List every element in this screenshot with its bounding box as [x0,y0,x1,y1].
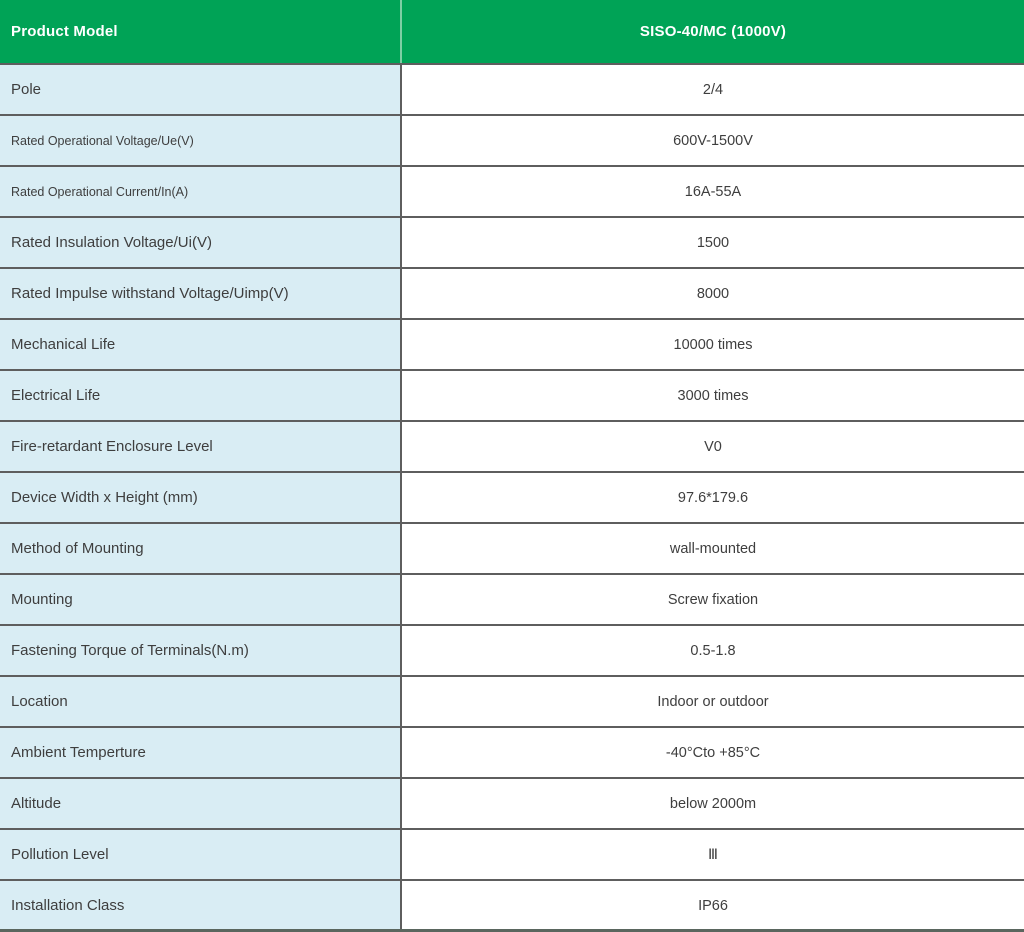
spec-label: Installation Class [0,881,402,930]
spec-label: Pollution Level [0,830,402,879]
spec-label: Fastening Torque of Terminals(N.m) [0,626,402,675]
table-row [0,522,1024,573]
spec-value: wall-mounted [402,524,1024,573]
spec-label: Mechanical Life [0,320,402,369]
spec-value: 0.5-1.8 [402,626,1024,675]
spec-value: 16A-55A [402,167,1024,216]
table-row [0,369,1024,420]
spec-label: Electrical Life [0,371,402,420]
spec-label: Rated Insulation Voltage/Ui(V) [0,218,402,267]
table-row [0,573,1024,624]
spec-label: Rated Impulse withstand Voltage/Uimp(V) [0,269,402,318]
table-body [0,63,1024,930]
spec-label: Rated Operational Voltage/Ue(V) [0,116,402,165]
spec-label: Device Width x Height (mm) [0,473,402,522]
spec-value: V0 [402,422,1024,471]
table-row [0,420,1024,471]
table-row [0,828,1024,879]
spec-value: Screw fixation [402,575,1024,624]
spec-value: below 2000m [402,779,1024,828]
spec-label: Mounting [0,575,402,624]
header-model-name: SISO-40/MC (1000V) [639,23,787,40]
table-row [0,879,1024,930]
spec-label: Rated Operational Current/In(A) [0,167,402,216]
table-row [0,726,1024,777]
spec-value: 1500 [402,218,1024,267]
table-row [0,777,1024,828]
table-row [0,675,1024,726]
table-row [0,624,1024,675]
spec-value: 3000 times [402,371,1024,420]
spec-value: 97.6*179.6 [402,473,1024,522]
spec-value: -40°Cto +85°C [402,728,1024,777]
header-product-model: Product Model [0,0,402,63]
table-row [0,318,1024,369]
spec-label: Location [0,677,402,726]
table-row [0,114,1024,165]
spec-value: 10000 times [402,320,1024,369]
spec-label: Method of Mounting [0,524,402,573]
table-row [0,471,1024,522]
table-row [0,63,1024,114]
spec-label: Fire-retardant Enclosure Level [0,422,402,471]
spec-value: 8000 [402,269,1024,318]
spec-label: Altitude [0,779,402,828]
spec-value: 2/4 [402,65,1024,114]
table-header-row [0,0,1024,63]
spec-label: Ambient Temperture [0,728,402,777]
spec-value: Indoor or outdoor [402,677,1024,726]
spec-value: IP66 [402,881,1024,930]
table-row [0,165,1024,216]
spec-value: Ⅲ [402,830,1024,879]
table-row [0,267,1024,318]
spec-value: 600V-1500V [402,116,1024,165]
spec-label: Pole [0,65,402,114]
table-row [0,216,1024,267]
